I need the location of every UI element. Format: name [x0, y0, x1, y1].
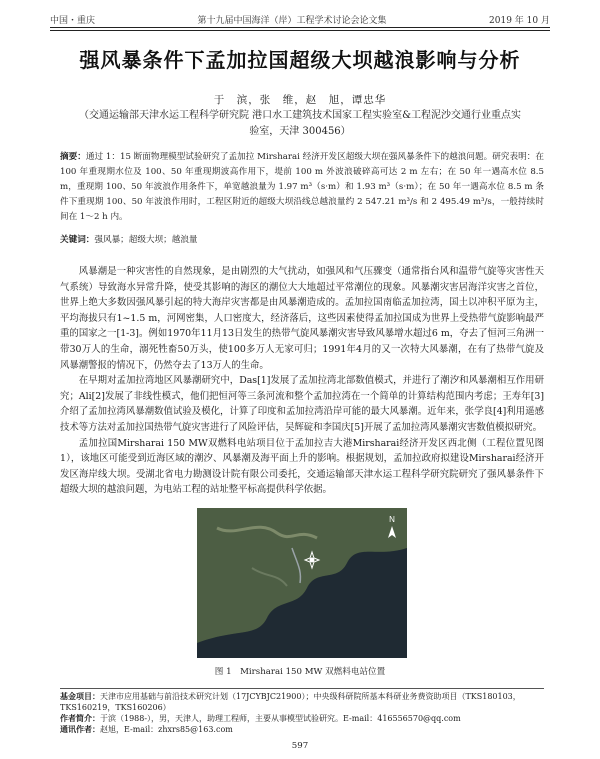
author-bio-text: 于滨（1988-），男，天津人，助理工程师，主要从事模型试验研究。E-mail：416556570@qq.com — [100, 714, 461, 723]
body-text — [60, 264, 544, 498]
header-location: 中国・重庆 — [50, 16, 96, 26]
header-rule — [50, 27, 550, 28]
paragraph-3: 孟加拉国Mirsharai 150 MW双燃料电站项目位于孟加拉吉大港Mirsharai经济开发区西北侧（工程位置见图1），该地区可能受到近海区域的潮汐、风暴潮及海平面上升的影响。根据规划，孟加拉政府拟建设Mirsharai经济开发区海岸线大坝。受湖北省电力勘测设计院有限公司委托，交通运输部天津水运工程科学研究院研究了强风暴条件下超级大坝的越浪问题，为电站工程的站址整平标高提供科学依据。 — [60, 437, 544, 496]
keywords-label: 关键词： — [60, 235, 95, 245]
abstract-text: 通过 1：15 断面物理模型试验研究了孟加拉 Mirsharai 经济开发区超级大坝在强风暴条件下的越浪问题。研究表明：在 100 年重现期水位及 100、50 年重现期波高作用下，堤前 100 m 外波浪破碎高可达 2 m 左右；在 50 年一遇高水位 8.5 m，重现期 100、50 年波浪作用条件下，单宽越浪量为 1.97 m³（s·m）和 1.93 m³（s·m）；在 50 年一遇高水位 8.5 m 条件下重现期 100、50 年波浪作用时，工程区附近的超级大坝沿线总越浪量约 2 547.21 m³/s 和 2 495.49 m³/s，一般持续时间在 1～2 h 内。 — [60, 152, 544, 222]
affiliation: （交通运输部天津水运工程科学研究院 港口水工建筑技术国家工程实验室&工程泥沙交通行业重点实验室，天津 300456） — [78, 110, 522, 137]
paper-title: 强风暴条件下孟加拉国超级大坝越浪影响与分析 — [79, 48, 521, 72]
abstract — [60, 150, 544, 225]
north-label: N — [389, 515, 395, 524]
abstract-label: 摘要： — [60, 152, 86, 162]
footnotes — [60, 688, 544, 735]
footnote-contact — [60, 724, 544, 735]
keywords — [60, 233, 544, 245]
header-proceedings: 第十九届中国海洋（岸）工程学术讨论会论文集 — [197, 16, 387, 26]
funding-label: 基金项目： — [60, 692, 100, 701]
header-rule-thin — [50, 30, 550, 31]
figure-1-location-map — [197, 508, 407, 658]
funding-text: 天津市应用基础与前沿技术研究计划（17JCYBJC21900）；中央级科研院所基本科研业务费资助项目（TKS180103，TKS160219，TKS160206） — [60, 692, 521, 712]
header-date: 2019 年 10 月 — [489, 16, 550, 26]
paragraph-1: 风暴潮是一种灾害性的自然现象，是由剧烈的大气扰动，如强风和气压骤变（通常指台风和温带气旋等灾害性天气系统）导致海水异常升降，使受其影响的海区的潮位大大地超过平常潮位的现象。风暴潮灾害居海洋灾害之首位，世界上绝大多数因强风暴引起的特大海岸灾害都是由风暴潮造成的。孟加拉国南临孟加拉湾，国土以冲积平原为主，平均海拔只有1~1.5 m，河网密集，人口密度大，经济落后，这些因素使得孟加拉国成为世界上受热带气旋影响最严重的国家之一[1-3]。例如1970年11月13日发生的热带气旋风暴潮灾害导致风暴增水超过6 m，夺去了恒河三角洲一带30万人的生命，溺死牲畜50万头，使100多万人无家可归；1991年4月的又一次特大风暴潮，在有了热带气旋及风暴潮警报的情况下，仍然夺去了13万人的生命。 — [60, 266, 544, 371]
paragraph-2: 在早期对孟加拉湾地区风暴潮研究中，Das[1]发展了孟加拉湾北部数值模式，并进行了潮汐和风暴潮相互作用研究；Ali[2]发展了非线性模式，他们把恒河等三条河流和整个孟加拉湾在一个简单的计算结构范围内考虑；王寿年[3]介绍了孟加拉湾风暴潮数值试验及模化，计算了印度和孟加拉湾沿岸可能的最大风暴潮。近年来，张学良[4]利用遥感技术等方法对孟加拉国热带气旋灾害进行了风险评估，吴辉碇和李国庆[5]开展了孟加拉湾风暴潮灾害数值模拟研究。 — [60, 375, 544, 433]
footnote-separator — [60, 688, 544, 689]
footnote-author — [60, 713, 544, 724]
contact-text: 赵旭，E-mail：zhxrs85@163.com — [100, 725, 233, 734]
author-list: 于 滨，张 维，赵 旭，谭忠华 — [213, 94, 387, 106]
page-number: 597 — [291, 741, 309, 751]
footnote-funding — [60, 691, 544, 713]
author-bio-label: 作者简介： — [60, 714, 100, 723]
running-header — [50, 10, 550, 26]
keywords-text: 强风暴；超级大坝；越浪量 — [94, 235, 198, 245]
satellite-map-image — [197, 508, 407, 658]
contact-label: 通讯作者： — [60, 725, 100, 734]
figure-caption: 图 1 Mirsharai 150 MW 双燃料电站位置 — [214, 667, 386, 677]
